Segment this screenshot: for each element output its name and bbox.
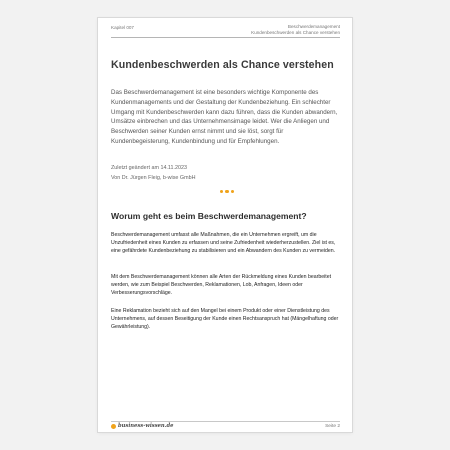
body-paragraph: Beschwerdemanagement umfasst alle Maßnahmen, die ein Unternehmen ergreift, um die Unzufriedenheit eines Kunden zu erfassen und seine Zufriedenheit wiederherzustellen. Ziel ist es, eine gefährdete Kundenbeziehung zu stabilisieren und ein Abwandern des Kunden zu vermeiden. <box>111 232 336 255</box>
dot-icon <box>231 190 234 193</box>
header-section <box>251 24 340 36</box>
footer-divider <box>111 421 340 422</box>
separator-dots-icon <box>220 190 234 193</box>
article-meta <box>111 164 196 183</box>
logo-text: business-wissen.de <box>118 423 174 429</box>
author-line: Von Dr. Jürgen Fleig, b-wise GmbH <box>111 174 196 181</box>
document-page <box>98 18 352 432</box>
page-number: Seite 2 <box>325 424 340 429</box>
brand-logo <box>111 423 173 429</box>
last-updated: Zuletzt geändert am 14.11.2023 <box>111 165 188 171</box>
header-divider <box>111 37 340 38</box>
dot-icon <box>220 190 223 193</box>
section-heading: Worum geht es beim Beschwerdemanagement? <box>111 211 307 221</box>
body-paragraph: Mit dem Beschwerdemanagement können alle Arten der Rückmeldung eines Kunden bearbeitet werden, wie zum Beispiel Beschwerden, Reklamationen, Lob, Anfragen, Ideen oder Verbesserungsvorschläge. <box>111 274 332 297</box>
header-subsection-title: Kundenbeschwerden als Chance verstehen <box>251 30 340 35</box>
dot-icon <box>225 190 228 193</box>
header-chapter: Kapitel 007 <box>111 25 134 30</box>
header-section-title: Beschwerdemanagement <box>287 24 340 29</box>
intro-paragraph: Das Beschwerdemanagement ist eine besonders wichtige Komponente des Kundenmanagements und der Gestaltung der Kundenbeziehung. Ein schlechter Umgang mit Kundenbeschwerden kann dazu führen, dass die Kunden abwandern, Umsätze einbrechen und das Unternehmensimage leidet. Wer die Anliegen und Beschwerden seiner Kunden ernst nimmt und sie löst, sorgt für Kundenbegeisterung, Kundenbindung und für Empfehlungen. <box>111 89 338 145</box>
logo-mark-icon <box>111 424 116 429</box>
body-paragraph: Eine Reklamation bezieht sich auf den Mangel bei einem Produkt oder einer Dienstleistung des Unternehmens, auf dessen Beseitigung der Kunde einen Rechtsanspruch hat (Mängelhaftung oder Gewährleistung). <box>111 308 339 331</box>
page-title: Kundenbeschwerden als Chance verstehen <box>111 59 334 71</box>
